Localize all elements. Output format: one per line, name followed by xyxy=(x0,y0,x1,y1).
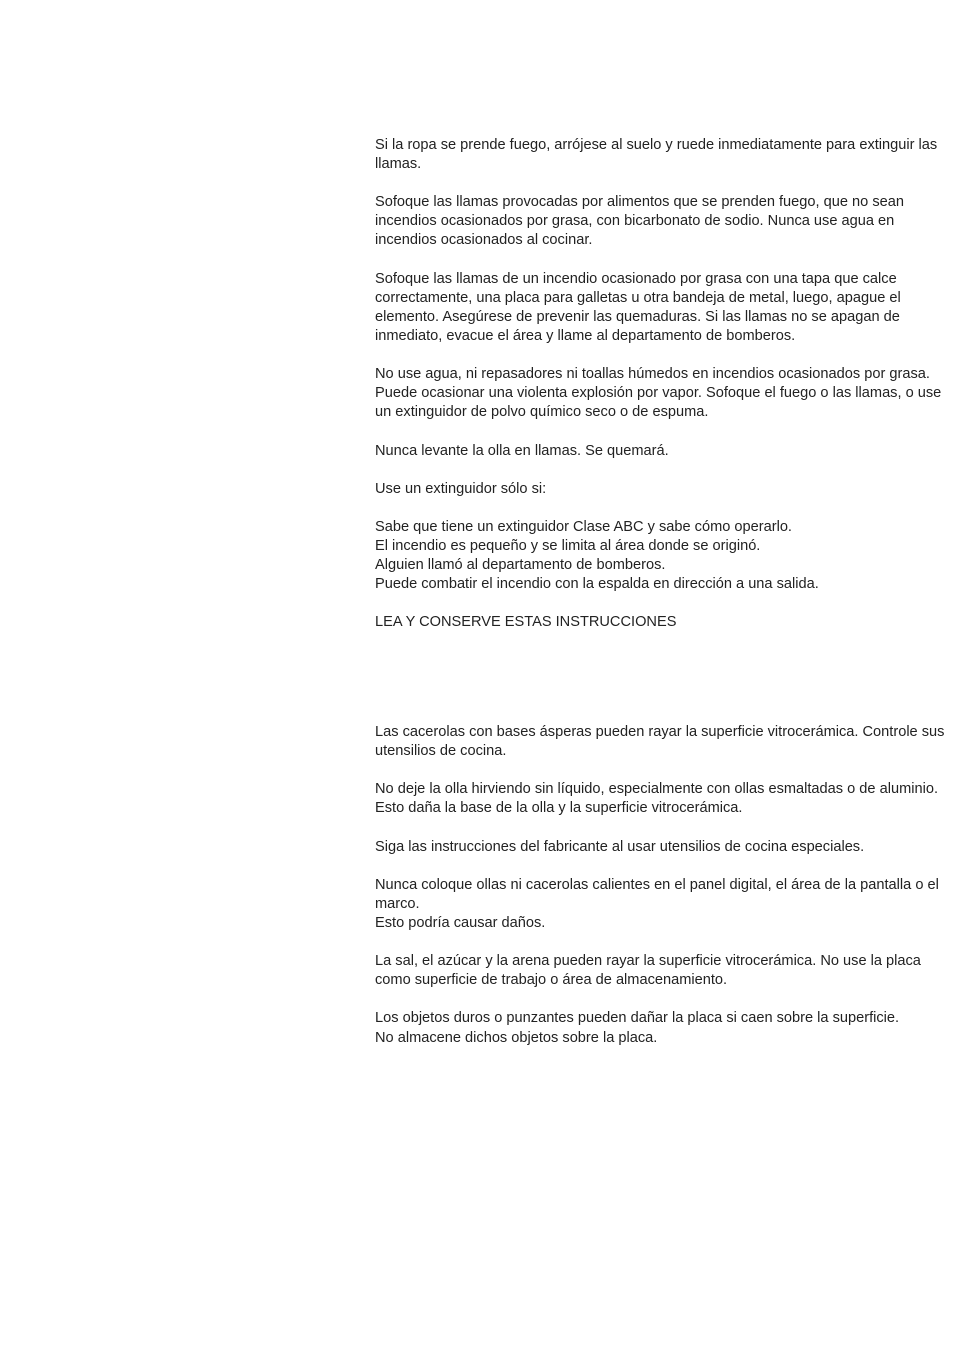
grease-fire-lid-paragraph: Sofoque las llamas de un incendio ocasionado por grasa con una tapa que calce correctamente, una placa para galletas u otra bandeja de metal, luego, apague el elemento. Asegúrese de prevenir las quemaduras. Si las llamas no se apagan de inmediato, evacue el área y llame al departamento de bomberos. xyxy=(375,270,901,344)
surface-care-section xyxy=(375,723,954,1067)
hard-objects-storage: No almacene dichos objetos sobre la placa. xyxy=(375,1029,658,1046)
closing-notice: LEA Y CONSERVE ESTAS INSTRUCCIONES xyxy=(375,614,677,631)
clothing-fire-paragraph: Si la ropa se prende fuego, arrójese al suelo y ruede inmediatamente para extinguir las llamas. xyxy=(375,137,938,173)
condition-item: El incendio es pequeño y se limita al área donde se originó. xyxy=(375,537,761,554)
digital-panel-damage: Esto podría causar daños. xyxy=(375,914,546,931)
manufacturer-instructions-paragraph: Siga las instrucciones del fabricante al usar utensilios de cocina especiales. xyxy=(375,838,865,855)
condition-item: Alguien llamó al departamento de bomberos. xyxy=(375,557,666,574)
food-fire-paragraph: Sofoque las llamas provocadas por alimentos que se prenden fuego, que no sean incendios ocasionados por grasa, con bicarbonato de sodio. Nunca use agua en incendios ocasionados al cocinar. xyxy=(375,194,904,249)
never-lift-pan-paragraph: Nunca levante la olla en llamas. Se quemará. xyxy=(375,442,669,459)
rough-pans-paragraph: Las cacerolas con bases ásperas pueden rayar la superficie vitrocerámica. Controle sus utensilios de cocina. xyxy=(375,724,945,760)
condition-item: Sabe que tiene un extinguidor Clase ABC y sabe cómo operarlo. xyxy=(375,518,792,535)
condition-item: Puede combatir el incendio con la espalda en dirección a una salida. xyxy=(375,576,819,593)
hard-objects-paragraph xyxy=(375,1009,954,1047)
no-water-paragraph: No use agua, ni repasadores ni toallas húmedos en incendios ocasionados por grasa. Puede ocasionar una violenta explosión por vapor. Sofoque el fuego o las llamas, o use un extinguidor de polvo químico seco o de espuma. xyxy=(375,366,942,421)
hard-objects-warning: Los objetos duros o punzantes pueden dañar la placa si caen sobre la superficie. xyxy=(375,1010,900,1027)
digital-panel-warning: Nunca coloque ollas ni cacerolas calientes en el panel digital, el área de la pantalla o el marco. xyxy=(375,876,939,912)
fire-safety-section xyxy=(375,136,954,652)
boil-dry-paragraph: No deje la olla hirviendo sin líquido, especialmente con ollas esmaltadas o de aluminio. Esto daña la base de la olla y la superficie vitrocerámica. xyxy=(375,781,938,817)
digital-panel-paragraph xyxy=(375,876,954,933)
extinguisher-intro-paragraph: Use un extinguidor sólo si: xyxy=(375,480,547,497)
salt-sugar-paragraph: La sal, el azúcar y la arena pueden rayar la superficie vitrocerámica. No use la placa como superficie de trabajo o área de almacenamiento. xyxy=(375,953,921,989)
extinguisher-conditions-list xyxy=(375,518,954,594)
